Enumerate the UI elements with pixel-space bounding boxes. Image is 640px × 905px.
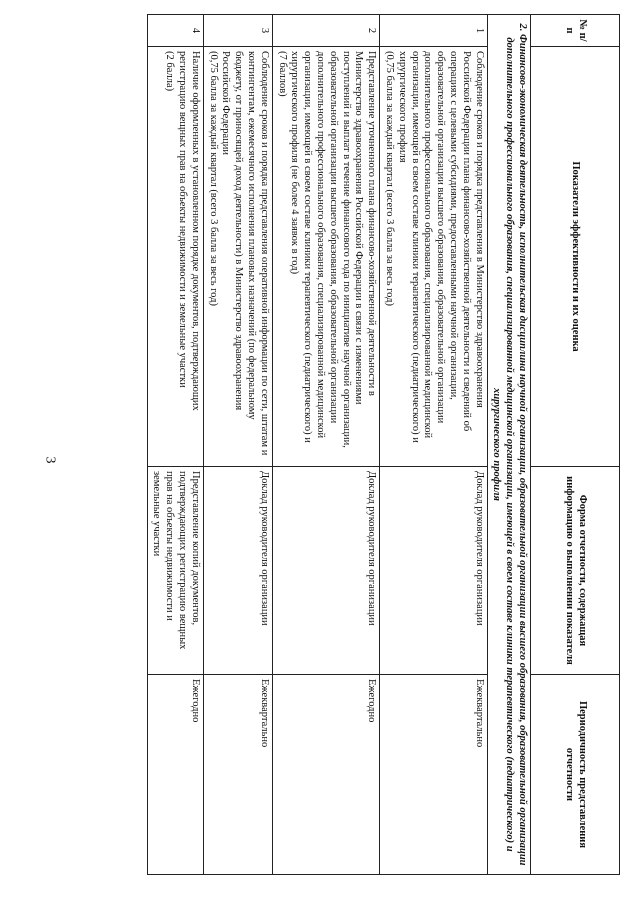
table-row — [203, 15, 272, 875]
row-report-form: Представление копий документов, подтверждающих регистрацию вещных прав на объекты недвижимости и земельные участки — [147, 467, 203, 675]
header-periodicity: Периодичность представления отчетности — [531, 675, 620, 875]
indicator-score: (2 балла) — [164, 51, 176, 92]
indicator-score: (0,75 балла за каждый квартал (всего 3 балла за весь год) — [384, 51, 396, 306]
indicator-score: (7 баллов) — [276, 51, 288, 97]
indicator-text: Соблюдение сроков и порядка представления оперативной информации по сети, штатам и контингентам, ежемесячного исполнения плановых назначений (по федеральному бюджету, от приносящей доход деятельности) в Министерство здравоохранения Российской Федерации — [220, 51, 270, 456]
row-num: 1 — [380, 15, 487, 47]
indicator-text: Соблюдение сроков и порядка представления в Министерство здравоохранения Российской Федерации плана финансово-хозяйственной деятельности и сведений об операциях с целевыми субсидиями, предоставленными научной организации, образовательной организации высшего образования, образовательной организации дополнительного профессионального образования, специализированной медицинской организации, имеющей в своем составе клиники терапевтического (педиатрического) и хирургического профиля — [396, 51, 485, 443]
indicator-text: Наличие оформленных в установленном порядке документов, подтверждающих регистрацию вещных прав на объекты недвижимости и земельные участки — [177, 51, 201, 411]
row-indicator — [272, 47, 379, 467]
header-num: № п/п — [531, 15, 620, 47]
row-periodicity: Ежегодно — [272, 675, 379, 875]
page-number: 3 — [42, 456, 58, 464]
table-row — [272, 15, 379, 875]
row-num: 3 — [203, 15, 272, 47]
header-report-form: Форма отчетности, содержащая информацию о выполнении показателя — [531, 467, 620, 675]
row-report-form: Доклад руководителя организации — [203, 467, 272, 675]
row-indicator — [203, 47, 272, 467]
table-header-row — [531, 15, 620, 875]
row-indicator — [380, 47, 487, 467]
rotated-page — [100, 14, 620, 874]
indicator-text: Представление уточненного плана финансово-хозяйственной деятельности в Министерство здравоохранения Российской Федерации в связи с изменениями поступлений и выплат в течение финансового года по инициативе научной организации, образовательной организации высшего образования, образовательной организации дополнительного профессионального образования, специализированной медицинской организации, имеющей в своем составе клиники терапевтического (педиатрического) и хирургического профиля (не более 4 заявок в год) — [289, 51, 378, 448]
indicators-table — [147, 14, 620, 875]
row-num: 4 — [147, 15, 203, 47]
section-title: 2. Финансово-экономическая деятельность, исполнительская дисциплина научной организации, образовательной организации высшего образования, образовательной организации дополнительного профессионального образования, специализированной медицинской организации, имеющей в своем составе клиники терапевтического (педиатрического) и хирургического профиля — [487, 15, 530, 875]
row-periodicity: Ежегодно — [147, 675, 203, 875]
row-report-form: Доклад руководителя организации — [272, 467, 379, 675]
row-indicator — [147, 47, 203, 467]
row-num: 2 — [272, 15, 379, 47]
section-row — [487, 15, 530, 875]
row-periodicity: Ежеквартально — [203, 675, 272, 875]
row-periodicity: Ежеквартально — [380, 675, 487, 875]
table-row — [147, 15, 203, 875]
table-row — [380, 15, 487, 875]
indicator-score: (0,75 балла за каждый квартал (всего 3 балла за весь год) — [207, 51, 219, 306]
header-indicators: Показатели эффективности и их оценка — [531, 47, 620, 467]
row-report-form: Доклад руководителя организации — [380, 467, 487, 675]
